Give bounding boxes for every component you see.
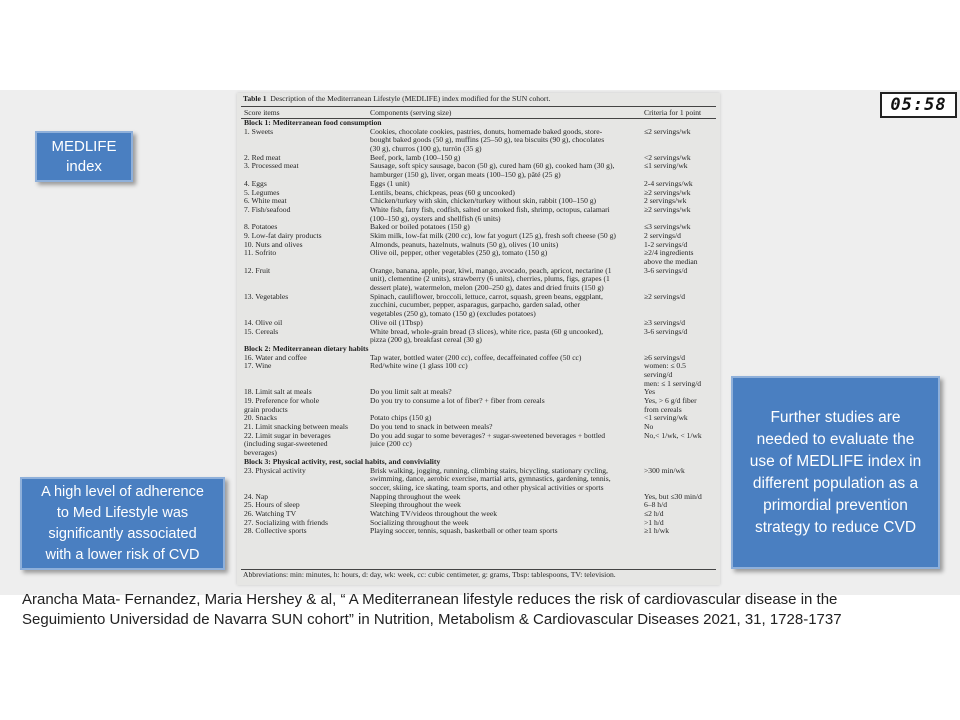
components-cell: swimming, dance, aerobic exercise, martial arts, gymnastics, gardening, tennis,: [370, 475, 611, 484]
table-row: [237, 527, 720, 536]
box-line: primordial prevention: [763, 496, 908, 514]
criteria-cell: men: ≤ 1 serving/d: [644, 379, 702, 388]
table-block-heading: [237, 458, 720, 467]
score-item-cell: 5. Legumes: [244, 188, 280, 197]
table-row: [237, 484, 720, 493]
table-row: [237, 354, 720, 363]
table-row: [237, 328, 720, 337]
components-cell: Olive oil, pepper, other vegetables (250 g), tomato (150 g): [370, 249, 548, 258]
components-cell: Lentils, beans, chickpeas, peas (60 g uncooked): [370, 188, 515, 197]
criteria-cell: 2 servings/wk: [644, 197, 687, 206]
score-item-cell: 20. Snacks: [244, 414, 277, 423]
score-item-cell: 3. Processed meat: [244, 162, 299, 171]
components-cell: bought baked goods (50 g), muffins (25–50 g), tea biscuits (90 g), chocolates: [370, 136, 605, 145]
table-row: [237, 145, 720, 154]
further-studies-box: [731, 376, 940, 569]
score-item-cell: 12. Fruit: [244, 266, 271, 275]
box-line: needed to evaluate the: [756, 430, 915, 448]
box-line: Further studies are: [770, 408, 901, 426]
criteria-cell: ≥2 servings/wk: [644, 205, 691, 214]
table-rule-top: [241, 106, 716, 107]
components-cell: Do you try to consume a lot of fiber? + fiber from cereals: [370, 397, 545, 405]
criteria-cell: ≤2 servings/wk: [644, 127, 691, 136]
table-rule-bottom: [241, 569, 716, 570]
components-cell: vegetables (250 g), tomato (150 g) (excludes potatoes): [370, 310, 536, 319]
adherence-box: [20, 477, 225, 570]
components-cell: Playing soccer, tennis, squash, basketball or other team sports: [370, 527, 558, 536]
box-line: MEDLIFE: [51, 137, 117, 155]
table-row: [237, 475, 720, 484]
table-row: [237, 206, 720, 215]
table-block-heading: [237, 119, 720, 128]
components-cell: Do you limit salt at meals?: [370, 388, 452, 397]
criteria-cell: Yes, but ≤30 min/d: [644, 492, 702, 501]
table-row: [237, 449, 720, 458]
table-row: [237, 493, 720, 502]
score-item-cell: 23. Physical activity: [244, 466, 306, 475]
header-criteria: Criteria for 1 point: [644, 108, 702, 117]
components-cell: Napping throughout the week: [370, 492, 461, 501]
score-item-cell: 28. Collective sports: [244, 527, 307, 536]
block-title: Block 2: Mediterranean dietary habits: [244, 344, 369, 353]
components-cell: Cookies, chocolate cookies, pastries, donuts, homemade baked goods, store-: [370, 127, 603, 136]
score-item-cell: 25. Hours of sleep: [244, 501, 300, 510]
criteria-cell: ≥6 servings/d: [644, 353, 686, 362]
citation: [22, 590, 942, 630]
box-line: with a lower risk of CVD: [45, 546, 200, 563]
components-cell: Spinach, cauliflower, broccoli, lettuce, carrot, squash, green beans, eggplant,: [370, 292, 603, 301]
score-item-cell: 19. Preference for whole: [244, 397, 320, 405]
table-body: [237, 119, 720, 536]
components-cell: Baked or boiled potatoes (150 g): [370, 223, 470, 232]
score-item-cell: 18. Limit salt at meals: [244, 388, 312, 397]
table-row: [237, 301, 720, 310]
components-cell: soccer, skiing, ice skating, team sports, and other physical activities or sports: [370, 483, 604, 492]
score-item-cell: 11. Sofrito: [244, 249, 277, 258]
components-cell: Skim milk, low-fat milk (200 cc), low fat yogurt (125 g), fresh soft cheese (50 g): [370, 231, 616, 240]
table-row: [237, 310, 720, 319]
components-cell: juice (200 cc): [370, 440, 412, 449]
table-row: [237, 336, 720, 345]
block-title: Block 1: Mediterranean food consumption: [244, 119, 382, 127]
criteria-cell: above the median: [644, 258, 698, 266]
table-row: [237, 319, 720, 328]
components-cell: Sausage, soft spicy sausage, bacon (50 g), cured ham (60 g), cooked ham (30 g),: [370, 162, 615, 171]
table-row: [237, 189, 720, 198]
table-row: [237, 519, 720, 528]
medlife-index-box: [35, 131, 133, 182]
header-components: Components (serving size): [370, 108, 452, 117]
criteria-cell: serving/d: [644, 370, 673, 379]
components-cell: Beef, pork, lamb (100–150 g): [370, 153, 461, 162]
score-item-cell: 14. Olive oil: [244, 318, 283, 327]
table-row: [237, 241, 720, 250]
criteria-cell: ≤3 servings/wk: [644, 223, 691, 232]
criteria-cell: 1-2 servings/d: [644, 240, 688, 249]
table-image: [237, 93, 720, 585]
table-label: Table 1: [243, 94, 267, 103]
table-row: [237, 180, 720, 189]
citation-line: Arancha Mata- Fernandez, Maria Hershey & al, “ A Mediterranean lifestyle reduces the risk of cardiovascular disease in the: [22, 591, 838, 608]
components-cell: Almonds, peanuts, hazelnuts, walnuts (50 g), olives (10 units): [370, 240, 559, 249]
table-row: [237, 371, 720, 380]
table-row: [237, 414, 720, 423]
box-line: significantly associated: [48, 525, 197, 542]
table-row: [237, 197, 720, 206]
criteria-cell: <1 serving/wk: [644, 414, 688, 423]
components-cell: Red/white wine (1 glass 100 cc): [370, 362, 468, 371]
components-cell: Chicken/turkey with skin, chicken/turkey without skin, rabbit (100–150 g): [370, 197, 597, 206]
table-row: [237, 223, 720, 232]
score-item-cell: 2. Red meat: [244, 153, 281, 162]
table-row: [237, 232, 720, 241]
table-row: [237, 258, 720, 267]
components-cell: Do you tend to snack in between meals?: [370, 423, 493, 432]
criteria-cell: >300 min/wk: [644, 466, 685, 475]
table-row: [237, 406, 720, 415]
box-line: index: [66, 157, 102, 175]
criteria-cell: women: ≤ 0.5: [644, 362, 686, 371]
components-cell: Brisk walking, jogging, running, climbing stairs, bicycling, stationary cycling,: [370, 466, 608, 475]
criteria-cell: Yes: [644, 388, 656, 397]
table-row: [237, 154, 720, 163]
score-item-cell: 1. Sweets: [244, 127, 274, 136]
countdown-timer: 05:58: [880, 92, 957, 118]
criteria-cell: from cereals: [644, 405, 682, 414]
components-cell: Eggs (1 unit): [370, 179, 410, 188]
criteria-cell: Yes, > 6 g/d fiber: [644, 397, 697, 405]
score-item-cell: 17. Wine: [244, 362, 272, 371]
block-title: Block 3: Physical activity, rest, social habits, and conviviality: [244, 457, 441, 466]
criteria-cell: 2 servings/d: [644, 231, 681, 240]
components-cell: Watching TV/videos throughout the week: [370, 509, 498, 518]
table-row: [237, 362, 720, 371]
criteria-cell: <2 servings/wk: [644, 153, 691, 162]
table-row: [237, 467, 720, 476]
table-row: [237, 380, 720, 389]
table-block-heading: [237, 345, 720, 354]
table-row: [237, 171, 720, 180]
table-row: [237, 293, 720, 302]
criteria-cell: ≥2 servings/d: [644, 292, 686, 301]
score-item-cell: 9. Low-fat dairy products: [244, 231, 322, 240]
components-cell: White fish, fatty fish, codfish, salted or smoked fish, shrimp, octopus, calamari: [370, 205, 610, 214]
components-cell: Olive oil (1Tbsp): [370, 318, 423, 327]
header-score-items: Score items: [244, 108, 280, 117]
table-footnote: Abbreviations: min: minutes, h: hours, d: day, wk: week, cc: cubic centimeter, g: grams, Tbsp: tablespoons, TV: television.: [243, 571, 616, 579]
score-item-cell: beverages): [244, 449, 277, 458]
score-item-cell: 21. Limit snacking between meals: [244, 423, 348, 432]
table-row: [237, 432, 720, 441]
criteria-cell: ≥2/4 ingredients: [644, 249, 694, 258]
score-item-cell: 6. White meat: [244, 197, 287, 206]
table-row: [237, 128, 720, 137]
components-cell: Socializing throughout the week: [370, 518, 469, 527]
table-header: [237, 109, 720, 118]
score-item-cell: (including sugar-sweetened: [244, 440, 328, 449]
table-row: [237, 267, 720, 276]
components-cell: dessert plate), watermelon, melon (200–250 g), dates and dried fruits (150 g): [370, 284, 604, 293]
criteria-cell: ≥3 servings/d: [644, 318, 686, 327]
criteria-cell: ≥2 servings/wk: [644, 188, 691, 197]
components-cell: White bread, whole-grain bread (3 slices), white rice, pasta (60 g uncooked),: [370, 327, 603, 336]
components-cell: unit), clementine (2 units), strawberry (6 units), cherries, plums, figs, grapes (1: [370, 275, 610, 284]
criteria-cell: 3-6 servings/d: [644, 327, 688, 336]
box-line: use of MEDLIFE index in: [749, 452, 922, 470]
criteria-cell: 2-4 servings/wk: [644, 179, 693, 188]
criteria-cell: No,< 1/wk, < 1/wk: [644, 431, 702, 440]
score-item-cell: 13. Vegetables: [244, 292, 289, 301]
score-item-cell: 4. Eggs: [244, 179, 267, 188]
criteria-cell: No: [644, 423, 654, 432]
table-row: [237, 501, 720, 510]
criteria-cell: >1 h/d: [644, 518, 664, 527]
table-row: [237, 136, 720, 145]
components-cell: pizza (200 g), breakfast cereal (30 g): [370, 336, 482, 345]
score-item-cell: 26. Watching TV: [244, 509, 297, 518]
table-row: [237, 423, 720, 432]
citation-line: Seguimiento Universidad de Navarra SUN cohort” in Nutrition, Metabolism & Cardiovascular Diseases 2021, 31, 1728-1737: [22, 611, 842, 628]
score-item-cell: 8. Potatoes: [244, 223, 278, 232]
components-cell: hamburger (150 g), liver, organ meats (100–150 g), pâté (25 g): [370, 171, 561, 180]
score-item-cell: grain products: [244, 405, 288, 414]
components-cell: (30 g), churros (100 g), turrón (35 g): [370, 145, 482, 154]
table-row: [237, 397, 720, 406]
criteria-cell: ≤1 serving/wk: [644, 162, 688, 171]
table-row: [237, 162, 720, 171]
components-cell: Orange, banana, apple, pear, kiwi, mango, avocado, peach, apricot, nectarine (1: [370, 266, 612, 275]
components-cell: Do you add sugar to some beverages? + sugar-sweetened beverages + bottled: [370, 431, 606, 440]
table-row: [237, 388, 720, 397]
score-item-cell: 16. Water and coffee: [244, 353, 307, 362]
components-cell: Tap water, bottled water (200 cc), coffee, decaffeinated coffee (50 cc): [370, 353, 582, 362]
table-row: [237, 275, 720, 284]
table-row: [237, 510, 720, 519]
score-item-cell: 7. Fish/seafood: [244, 205, 291, 214]
criteria-cell: ≥1 h/wk: [644, 527, 670, 536]
table-row: [237, 215, 720, 224]
score-item-cell: 27. Socializing with friends: [244, 518, 328, 527]
table-caption-text: Description of the Mediterranean Lifestyle (MEDLIFE) index modified for the SUN cohort.: [270, 94, 551, 103]
box-line: strategy to reduce CVD: [754, 518, 917, 536]
score-item-cell: 10. Nuts and olives: [244, 240, 303, 249]
components-cell: Sleeping throughout the week: [370, 501, 461, 510]
components-cell: Potato chips (150 g): [370, 414, 432, 423]
table-row: [237, 284, 720, 293]
box-line: different population as a: [752, 474, 919, 492]
table-row: [237, 440, 720, 449]
criteria-cell: ≤2 h/d: [644, 509, 664, 518]
box-line: to Med Lifestyle was: [56, 504, 189, 521]
score-item-cell: 24. Nap: [244, 492, 269, 501]
score-item-cell: 15. Cereals: [244, 327, 279, 336]
components-cell: (100–150 g), oysters and shellfish (6 units): [370, 214, 501, 223]
criteria-cell: 3-6 servings/d: [644, 266, 688, 275]
box-line: A high level of adherence: [41, 483, 204, 500]
table-caption: [243, 95, 713, 104]
score-item-cell: 22. Limit sugar in beverages: [244, 431, 331, 440]
criteria-cell: 6–8 h/d: [644, 501, 667, 510]
components-cell: zucchini, cucumber, pepper, asparagus, garpacho, garden salad, other: [370, 301, 581, 310]
table-row: [237, 249, 720, 258]
